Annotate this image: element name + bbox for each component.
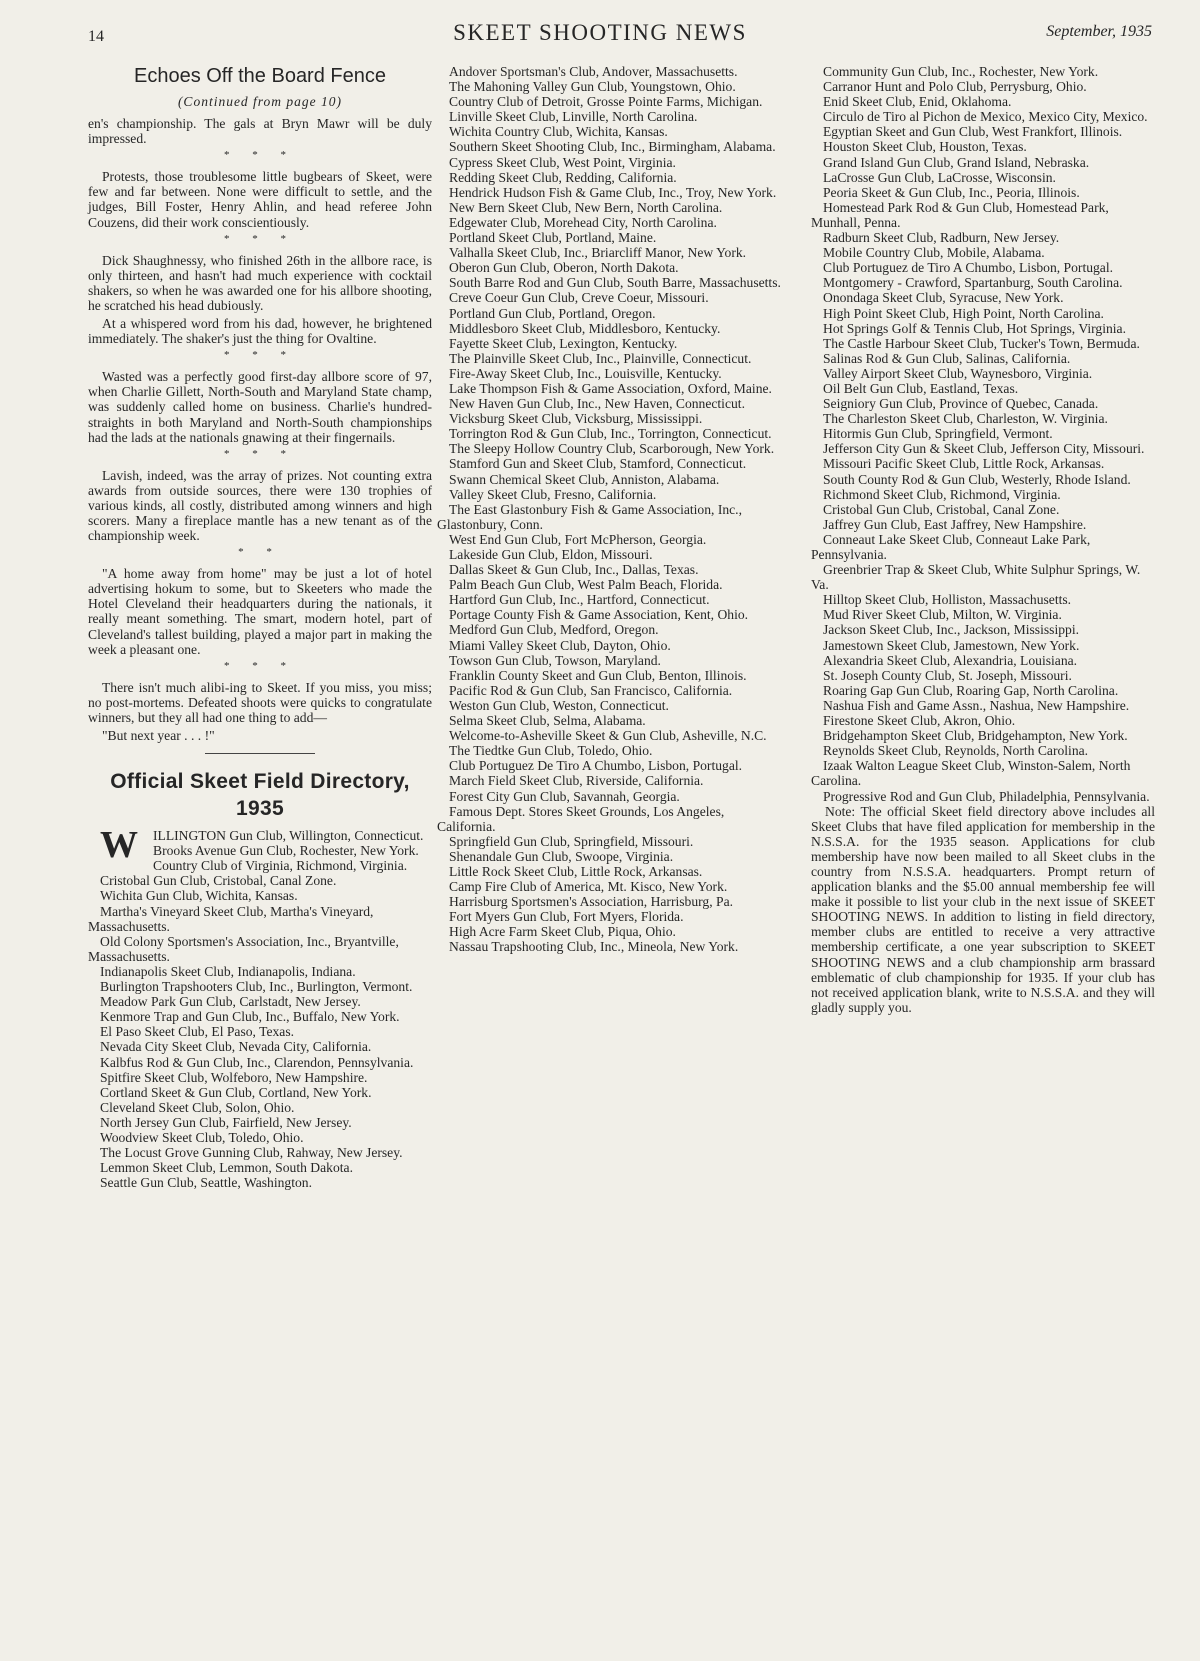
- directory-entry: Cypress Skeet Club, West Point, Virginia.: [449, 154, 676, 170]
- echoes-paragraph: Protests, those troublesome little bugbears of Skeet, were few and far between. None were difficult to settle, and the judges, Bill Foster, Henry Ahlin, and head referee John Couzens, did their work conscientiously.: [88, 169, 432, 230]
- directory-entry: Cristobal Gun Club, Cristobal, Canal Zone.: [100, 873, 337, 889]
- directory-entry: Alexandria Skeet Club, Alexandria, Louisiana.: [823, 652, 1078, 668]
- directory-entry: Vicksburg Skeet Club, Vicksburg, Mississippi.: [449, 411, 703, 427]
- directory-entry: Selma Skeet Club, Selma, Alabama.: [449, 713, 646, 729]
- directory-entry: Camp Fire Club of America, Mt. Kisco, New York.: [449, 879, 728, 895]
- directory-list-right: [811, 64, 1155, 804]
- directory-entry: Onondaga Skeet Club, Syracuse, New York.: [823, 290, 1064, 306]
- directory-entry: Enid Skeet Club, Enid, Oklahoma.: [823, 94, 1012, 110]
- directory-entry: Spitfire Skeet Club, Wolfeboro, New Hampshire.: [100, 1069, 368, 1085]
- directory-entry: South Barre Rod and Gun Club, South Barre, Massachusetts.: [449, 275, 781, 291]
- directory-entry: Hilltop Skeet Club, Holliston, Massachusetts.: [823, 592, 1072, 608]
- section-break-stars: * * *: [224, 149, 296, 162]
- directory-entry: Fort Myers Gun Club, Fort Myers, Florida.: [449, 909, 684, 925]
- directory-entry: Nevada City Skeet Club, Nevada City, California.: [100, 1039, 372, 1055]
- directory-entry: Mud River Skeet Club, Milton, W. Virginia.: [823, 607, 1062, 623]
- directory-entry: Burlington Trapshooters Club, Inc., Burlington, Vermont.: [100, 979, 413, 995]
- directory-heading-line1: Official Skeet Field Directory,: [110, 770, 410, 794]
- directory-entry: Nassau Trapshooting Club, Inc., Mineola, New York.: [449, 939, 739, 955]
- directory-entry: Torrington Rod & Gun Club, Inc., Torrington, Connecticut.: [449, 426, 772, 442]
- directory-entry: Springfield Gun Club, Springfield, Missouri.: [449, 833, 694, 849]
- directory-entry: Club Portuguez de Tiro A Chumbo, Lisbon, Portugal.: [823, 260, 1114, 276]
- directory-entry: Indianapolis Skeet Club, Indianapolis, Indiana.: [100, 963, 356, 979]
- directory-entry: Shenandale Gun Club, Swoope, Virginia.: [449, 848, 674, 864]
- directory-entry: Lemmon Skeet Club, Lemmon, South Dakota.: [100, 1160, 353, 1176]
- directory-entry: Mobile Country Club, Mobile, Alabama.: [823, 245, 1045, 261]
- directory-list-left: [88, 843, 432, 1190]
- section-break-stars: * * *: [224, 447, 296, 460]
- directory-entry: Fire-Away Skeet Club, Inc., Louisville, Kentucky.: [449, 365, 722, 381]
- echoes-paragraph: There isn't much alibi-ing to Skeet. If you miss, you miss; no post-mortems. Defeated shoots were quicks to congratulate winners, but they all had one thing to add—: [88, 679, 432, 725]
- directory-entry: Conneaut Lake Skeet Club, Conneaut Lake Park, Pennsylvania.: [811, 531, 1091, 562]
- directory-entry: Southern Skeet Shooting Club, Inc., Birmingham, Alabama.: [449, 139, 776, 155]
- directory-entry: Fayette Skeet Club, Lexington, Kentucky.: [449, 335, 678, 351]
- directory-entry: Middlesboro Skeet Club, Middlesboro, Kentucky.: [449, 320, 721, 336]
- directory-note: [811, 804, 1155, 1015]
- directory-entry: Harrisburg Sportsmen's Association, Harrisburg, Pa.: [449, 894, 733, 910]
- directory-entry: Bridgehampton Skeet Club, Bridgehampton, New York.: [823, 728, 1128, 744]
- directory-entry: Cristobal Gun Club, Cristobal, Canal Zone.: [823, 501, 1060, 517]
- directory-entry: Famous Dept. Stores Skeet Grounds, Los Angeles, California.: [437, 803, 725, 834]
- directory-entry: Seattle Gun Club, Seattle, Washington.: [100, 1175, 312, 1191]
- directory-entry: Dallas Skeet & Gun Club, Inc., Dallas, Texas.: [449, 562, 699, 578]
- echoes-paragraph: "A home away from home" may be just a lot of hotel advertising hokum to some, but to Skeeters who made the Hotel Cleveland their headquarters during the nationals, it really meant something. The smart, modern hotel, part of Cleveland's tallest building, played a major part in making the week a pleasant one.: [88, 566, 432, 657]
- directory-entry: Hartford Gun Club, Inc., Hartford, Connecticut.: [449, 592, 710, 608]
- directory-entry: Welcome-to-Asheville Skeet & Gun Club, Asheville, N.C.: [449, 728, 767, 744]
- directory-entry: Country Club of Detroit, Grosse Pointe Farms, Michigan.: [449, 94, 763, 110]
- echoes-paragraph: Dick Shaughnessy, who finished 26th in the allbore race, is only thirteen, and hasn't had much experience with cocktail shakers, so when he was awarded one for his allbore shooting, he scratched his head dubiously.: [88, 252, 432, 313]
- page-number: 14: [88, 28, 104, 45]
- directory-entry: Valley Airport Skeet Club, Waynesboro, Virginia.: [823, 365, 1093, 381]
- echoes-paragraph: Lavish, indeed, was the array of prizes. Not counting extra awards from outside sources, there were 130 trophies of various kinds, all costly, distributed among winners and high scorers. Many a fireplace mantle has a new tenant as of the championship week.: [88, 467, 432, 544]
- directory-entry: Martha's Vineyard Skeet Club, Martha's Vineyard, Massachusetts.: [88, 903, 374, 934]
- directory-entry: Oil Belt Gun Club, Eastland, Texas.: [823, 380, 1019, 396]
- directory-note-text: Note: The official Skeet field directory above includes all Skeet Clubs that have filed application for membership in the N.S.S.A. for the 1935 season. Applications for club membership have now been mailed to all Skeet clubs in the country from N.S.S.A. headquarters. Prompt return of application blanks and the $5.00 annual membership fee will make it possible to list your club in the next issue of SKEET SHOOTING NEWS. In addition to listing in field directory, member clubs are entitled to receive a very attractive membership certificate, a one year subscription to SKEET SHOOTING NEWS and a club championship arm brassard emblematic of club championship for 1935. If your club has not received application blank, write to N.S.S.A. and they will gladly supply you.: [811, 803, 1155, 1015]
- issue-date: September, 1935: [1046, 23, 1152, 40]
- directory-entry: The Mahoning Valley Gun Club, Youngstown, Ohio.: [449, 79, 736, 95]
- directory-entry: The Locust Grove Gunning Club, Rahway, New Jersey.: [100, 1145, 403, 1161]
- directory-entry: Stamford Gun and Skeet Club, Stamford, Connecticut.: [449, 456, 747, 472]
- directory-entry: Progressive Rod and Gun Club, Philadelphia, Pennsylvania.: [823, 788, 1150, 804]
- section-break-stars: * * *: [224, 659, 296, 672]
- directory-entry: Meadow Park Gun Club, Carlstadt, New Jersey.: [100, 994, 361, 1010]
- directory-entry: Firestone Skeet Club, Akron, Ohio.: [823, 713, 1016, 729]
- directory-entry: Pacific Rod & Gun Club, San Francisco, California.: [449, 682, 733, 698]
- directory-entry: Wichita Country Club, Wichita, Kansas.: [449, 124, 668, 140]
- directory-entry: New Bern Skeet Club, New Bern, North Carolina.: [449, 199, 723, 215]
- directory-entry: Jamestown Skeet Club, Jamestown, New York.: [823, 637, 1080, 653]
- directory-entry: Old Colony Sportsmen's Association, Inc., Bryantville, Massachusetts.: [88, 933, 399, 964]
- directory-entry: West End Gun Club, Fort McPherson, Georgia.: [449, 531, 707, 547]
- directory-entry: Andover Sportsman's Club, Andover, Massachusetts.: [449, 64, 738, 79]
- directory-entry: Forest City Gun Club, Savannah, Georgia.: [449, 788, 680, 804]
- continued-note: (Continued from page 10): [177, 94, 343, 109]
- directory-entry: Swann Chemical Skeet Club, Anniston, Alabama.: [449, 471, 720, 487]
- directory-entry: High Point Skeet Club, High Point, North Carolina.: [823, 305, 1104, 321]
- directory-entry: Valley Skeet Club, Fresno, California.: [449, 486, 657, 502]
- directory-entry: Missouri Pacific Skeet Club, Little Rock, Arkansas.: [823, 456, 1105, 472]
- section-break-stars: * * *: [224, 232, 296, 245]
- directory-entry: March Field Skeet Club, Riverside, California.: [449, 773, 704, 789]
- directory-entry: Montgomery - Crawford, Spartanburg, South Carolina.: [823, 275, 1123, 291]
- directory-list-middle: [437, 64, 782, 955]
- directory-entry: High Acre Farm Skeet Club, Piqua, Ohio.: [449, 924, 676, 940]
- directory-entry: Miami Valley Skeet Club, Dayton, Ohio.: [449, 637, 671, 653]
- directory-entry: Hendrick Hudson Fish & Game Club, Inc., Troy, New York.: [449, 184, 777, 200]
- directory-entry: North Jersey Gun Club, Fairfield, New Jersey.: [100, 1114, 352, 1130]
- directory-heading: [88, 768, 432, 822]
- directory-entry: Portland Gun Club, Portland, Oregon.: [449, 305, 656, 321]
- directory-entry: Portland Skeet Club, Portland, Maine.: [449, 230, 657, 246]
- directory-entry: The Charleston Skeet Club, Charleston, W. Virginia.: [823, 411, 1108, 427]
- directory-entry: Nashua Fish and Game Assn., Nashua, New Hampshire.: [823, 697, 1130, 713]
- directory-entry: Grand Island Gun Club, Grand Island, Nebraska.: [823, 154, 1090, 170]
- directory-entry: Cleveland Skeet Club, Solon, Ohio.: [100, 1099, 295, 1115]
- directory-entry: Jaffrey Gun Club, East Jaffrey, New Hampshire.: [823, 516, 1087, 532]
- directory-entry: Jefferson City Gun & Skeet Club, Jefferson City, Missouri.: [823, 441, 1145, 457]
- directory-entry: St. Joseph County Club, St. Joseph, Missouri.: [823, 667, 1072, 683]
- divider-rule: [205, 753, 315, 754]
- directory-entry: LaCrosse Gun Club, LaCrosse, Wisconsin.: [823, 169, 1056, 185]
- echoes-paragraph: At a whispered word from his dad, however, he brightened immediately. The shaker's just the thing for Ovaltine.: [88, 316, 432, 347]
- echoes-heading: Echoes Off the Board Fence: [133, 65, 386, 87]
- directory-entry: The Castle Harbour Skeet Club, Tucker's Town, Bermuda.: [823, 335, 1140, 351]
- directory-entry: Salinas Rod & Gun Club, Salinas, California.: [823, 350, 1071, 366]
- directory-entry: South County Rod & Gun Club, Westerly, Rhode Island.: [823, 471, 1131, 487]
- directory-entry: Little Rock Skeet Club, Little Rock, Arkansas.: [449, 863, 703, 879]
- echoes-paragraph: "But next year . . . !": [102, 728, 215, 743]
- directory-entry: Richmond Skeet Club, Richmond, Virginia.: [823, 486, 1061, 502]
- directory-entry-first-text: ILLINGTON Gun Club, Willington, Connecticut.: [153, 828, 424, 844]
- directory-entry: Towson Gun Club, Towson, Maryland.: [449, 652, 661, 668]
- directory-entry: Creve Coeur Gun Club, Creve Coeur, Missouri.: [449, 290, 709, 306]
- directory-entry: Oberon Gun Club, Oberon, North Dakota.: [449, 260, 679, 276]
- directory-entry: Houston Skeet Club, Houston, Texas.: [823, 139, 1027, 155]
- directory-entry: Hot Springs Golf & Tennis Club, Hot Springs, Virginia.: [823, 320, 1126, 336]
- directory-entry: Radburn Skeet Club, Radburn, New Jersey.: [823, 230, 1060, 246]
- directory-entry: Edgewater Club, Morehead City, North Carolina.: [449, 214, 717, 230]
- directory-entry: Weston Gun Club, Weston, Connecticut.: [449, 697, 669, 713]
- directory-entry: Greenbrier Trap & Skeet Club, White Sulphur Springs, W. Va.: [811, 562, 1141, 593]
- section-break-stars: * * *: [224, 349, 296, 362]
- directory-entry: Country Club of Virginia, Richmond, Virginia.: [153, 858, 408, 874]
- column-left: [88, 64, 432, 1190]
- directory-entry: Peoria Skeet & Gun Club, Inc., Peoria, Illinois.: [823, 184, 1080, 200]
- directory-entry: El Paso Skeet Club, El Paso, Texas.: [100, 1024, 295, 1040]
- directory-entry: Linville Skeet Club, Linville, North Carolina.: [449, 109, 698, 125]
- directory-entry: The Sleepy Hollow Country Club, Scarborough, New York.: [449, 441, 775, 457]
- directory-entry: Woodview Skeet Club, Toledo, Ohio.: [100, 1129, 304, 1145]
- directory-entry: Seigniory Gun Club, Province of Quebec, Canada.: [823, 396, 1099, 412]
- directory-entry: Reynolds Skeet Club, Reynolds, North Carolina.: [823, 743, 1089, 759]
- directory-entry: Jackson Skeet Club, Inc., Jackson, Mississippi.: [823, 622, 1080, 638]
- directory-entry: Franklin County Skeet and Gun Club, Benton, Illinois.: [449, 667, 747, 683]
- directory-entry: The East Glastonbury Fish & Game Association, Inc., Glastonbury, Conn.: [437, 501, 742, 532]
- directory-entry: Kenmore Trap and Gun Club, Inc., Buffalo, New York.: [100, 1009, 400, 1025]
- directory-entry: The Tiedtke Gun Club, Toledo, Ohio.: [449, 743, 653, 759]
- directory-entry: Lakeside Gun Club, Eldon, Missouri.: [449, 547, 653, 562]
- directory-entry: Wichita Gun Club, Wichita, Kansas.: [100, 888, 298, 904]
- directory-entry: The Plainville Skeet Club, Inc., Plainville, Connecticut.: [449, 350, 752, 366]
- directory-entry: Redding Skeet Club, Redding, California.: [449, 169, 677, 185]
- directory-entry: Hitormis Gun Club, Springfield, Vermont.: [823, 426, 1053, 442]
- echoes-paragraph: en's championship. The gals at Bryn Mawr will be duly impressed.: [88, 116, 432, 147]
- directory-entry: Community Gun Club, Inc., Rochester, New York.: [823, 64, 1099, 79]
- directory-entry: Brooks Avenue Gun Club, Rochester, New York.: [153, 843, 419, 859]
- directory-entry: Kalbfus Rod & Gun Club, Inc., Clarendon, Pennsylvania.: [100, 1054, 414, 1070]
- column-right: [811, 64, 1155, 1015]
- column-middle: [437, 64, 782, 955]
- echoes-paragraph: Wasted was a perfectly good first-day allbore score of 97, when Charlie Gillett, North-South and Maryland State champ, was suddenly called home on business. Charlie's hundred-straights in both Maryland and North-South championships had the lads at the nationals gnawing at their fingernails.: [88, 369, 432, 445]
- directory-entry: Valhalla Skeet Club, Inc., Briarcliff Manor, New York.: [449, 245, 747, 261]
- directory-entry: Portage County Fish & Game Association, Kent, Ohio.: [449, 607, 749, 623]
- directory-entry: New Haven Gun Club, Inc., New Haven, Connecticut.: [449, 396, 745, 412]
- directory-entry: Palm Beach Gun Club, West Palm Beach, Florida.: [449, 577, 723, 593]
- directory-entry: Circulo de Tiro al Pichon de Mexico, Mexico City, Mexico.: [823, 109, 1148, 125]
- publication-title: SKEET SHOOTING NEWS: [453, 20, 747, 45]
- directory-entry: Egyptian Skeet and Gun Club, West Frankfort, Illinois.: [823, 124, 1123, 140]
- directory-entry: Homestead Park Rod & Gun Club, Homestead Park, Munhall, Penna.: [811, 199, 1109, 230]
- directory-entry: Lake Thompson Fish & Game Association, Oxford, Maine.: [449, 380, 772, 396]
- section-break-stars: * *: [238, 546, 282, 559]
- directory-heading-year: 1935: [236, 797, 284, 821]
- directory-entry: Club Portuguez De Tiro A Chumbo, Lisbon, Portugal.: [449, 758, 743, 774]
- directory-entry: Cortland Skeet & Gun Club, Cortland, New York.: [100, 1084, 372, 1100]
- directory-entry: Carranor Hunt and Polo Club, Perrysburg, Ohio.: [823, 79, 1087, 95]
- directory-entry: Roaring Gap Gun Club, Roaring Gap, North Carolina.: [823, 682, 1119, 698]
- directory-entry: Izaak Walton League Skeet Club, Winston-Salem, North Carolina.: [811, 758, 1131, 789]
- directory-entry: Medford Gun Club, Medford, Oregon.: [449, 622, 659, 638]
- drop-cap: W: [100, 824, 138, 867]
